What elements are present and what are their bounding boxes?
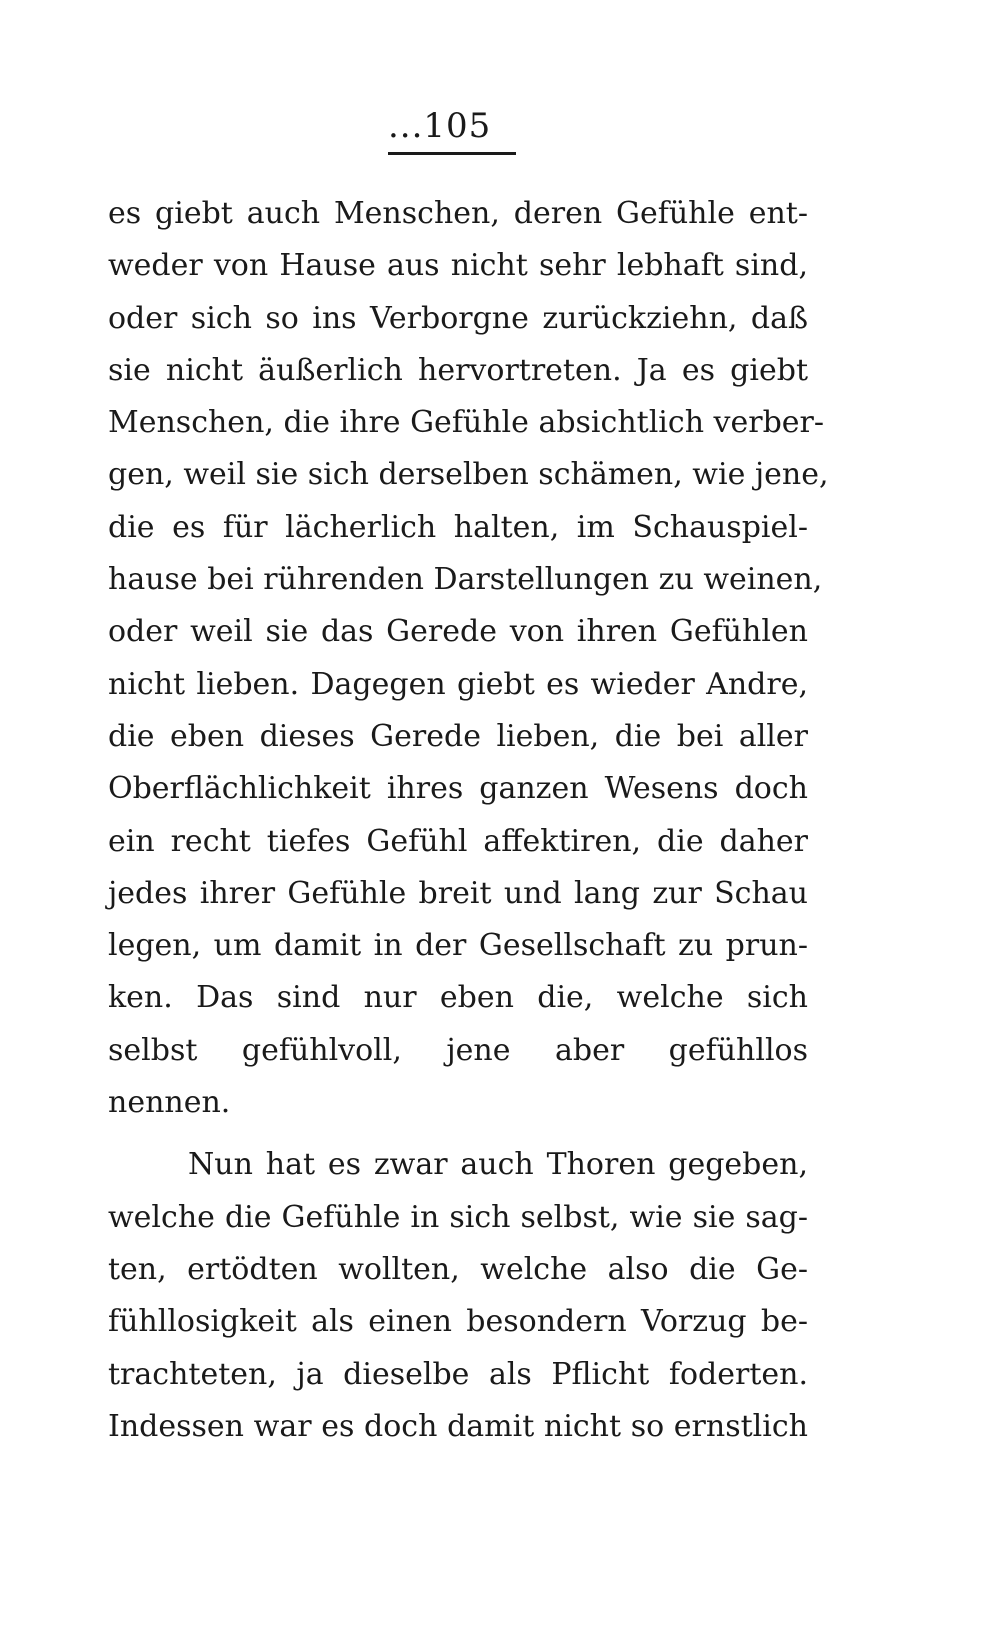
text-line: weder von Hause aus nicht sehr lebhaft sind, bbox=[108, 248, 808, 284]
paragraph-1 bbox=[108, 188, 829, 1129]
text-line: fühllosigkeit als einen besondern Vorzug be- bbox=[108, 1304, 808, 1340]
text-line: es giebt auch Menschen, deren Gefühle ent- bbox=[108, 196, 808, 231]
text-line: Nun hat es zwar auch Thoren gegeben, bbox=[188, 1147, 808, 1183]
page-number: ...105 bbox=[388, 106, 492, 146]
text-line: selbst gefühlvoll, jene aber gefühllos bbox=[108, 1032, 808, 1068]
page-header bbox=[0, 106, 1000, 166]
text-line: ken. Das sind nur eben die, welche sich bbox=[108, 980, 808, 1016]
text-line: nicht lieben. Dagegen giebt es wieder Andre, bbox=[108, 666, 808, 702]
text-line: die es für lächerlich halten, im Schauspiel- bbox=[108, 509, 808, 545]
text-line: die eben dieses Gerede lieben, die bei aller bbox=[108, 718, 808, 754]
text-line: ein recht tiefes Gefühl affektiren, die daher bbox=[108, 823, 808, 859]
paragraph-gap bbox=[108, 1129, 808, 1139]
text-line: gen, weil sie sich derselben schämen, wie jene, bbox=[108, 457, 829, 493]
text-line: nennen. bbox=[108, 1085, 231, 1121]
text-line: sie nicht äußerlich hervortreten. Ja es giebt bbox=[108, 352, 808, 388]
body-text bbox=[108, 188, 829, 1453]
text-line: legen, um damit in der Gesellschaft zu prun- bbox=[108, 928, 808, 964]
text-line: trachteten, ja dieselbe als Pflicht foderten. bbox=[108, 1356, 808, 1392]
text-line: ten, ertödten wollten, welche also die Ge- bbox=[108, 1251, 808, 1287]
text-line: welche die Gefühle in sich selbst, wie sie sag- bbox=[108, 1199, 808, 1235]
text-line: Indessen war es doch damit nicht so ernstlich bbox=[108, 1408, 808, 1444]
text-line: Oberflächlichkeit ihres ganzen Wesens doch bbox=[108, 771, 808, 807]
text-line: hause bei rührenden Darstellungen zu weinen, bbox=[108, 562, 823, 598]
text-line: Menschen, die ihre Gefühle absichtlich verber- bbox=[108, 405, 825, 441]
text-line: oder weil sie das Gerede von ihren Gefühlen bbox=[108, 614, 808, 650]
text-line: oder sich so ins Verborgne zurückziehn, daß bbox=[108, 300, 808, 336]
text-line: jedes ihrer Gefühle breit und lang zur Schau bbox=[108, 875, 808, 911]
paragraph-2 bbox=[108, 1139, 808, 1453]
header-rule bbox=[388, 152, 516, 155]
